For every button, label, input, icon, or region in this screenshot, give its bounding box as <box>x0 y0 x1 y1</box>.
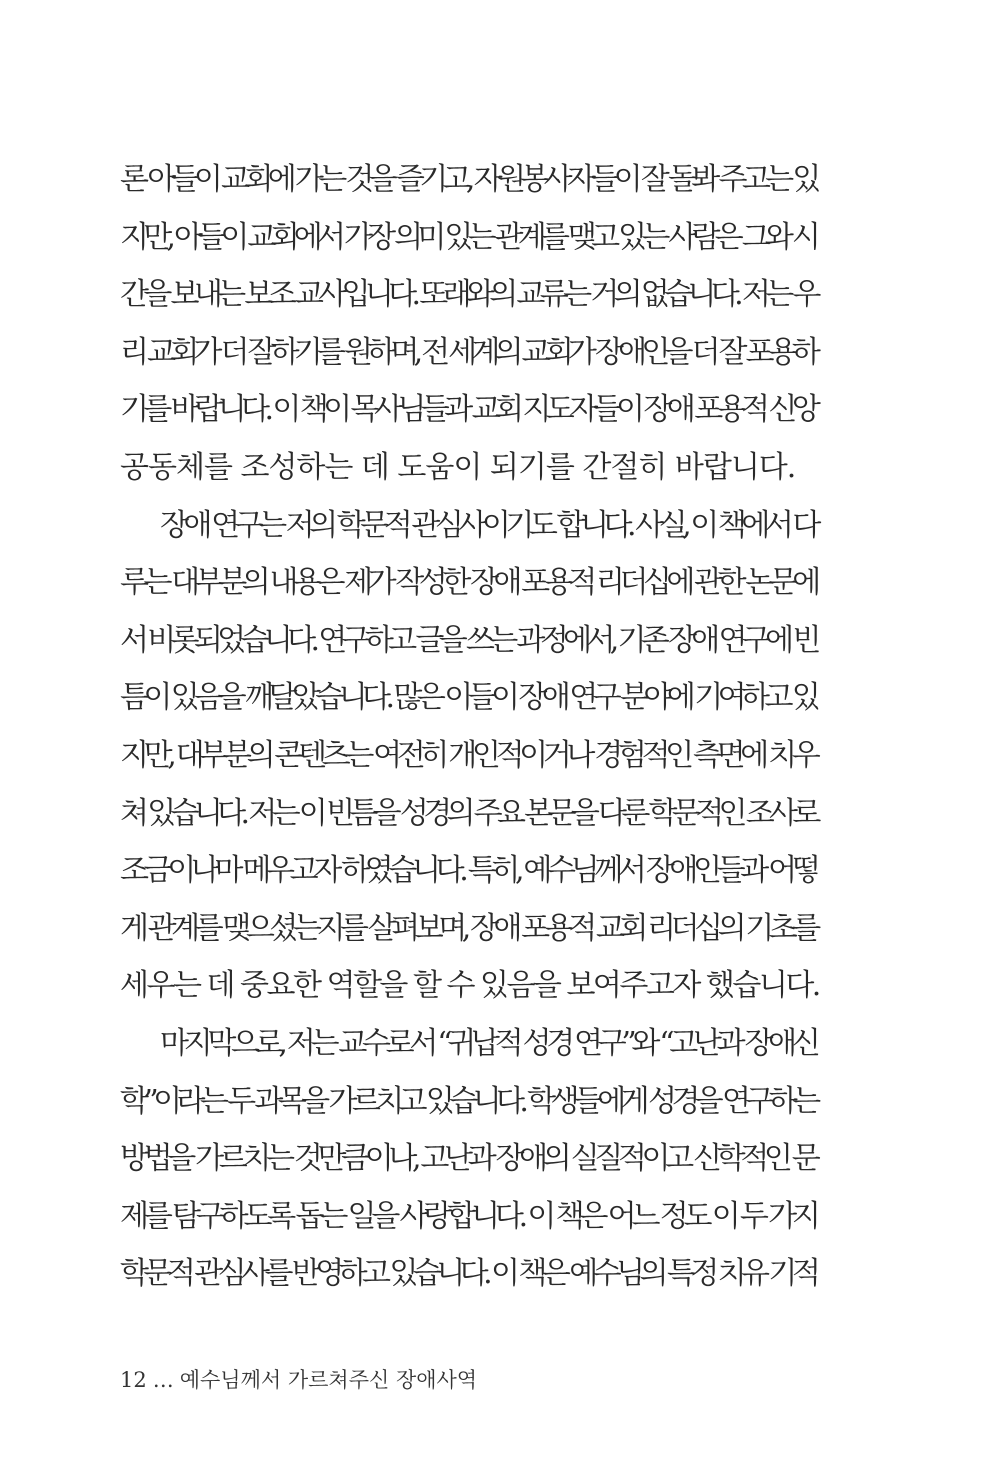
footer-separator: … <box>152 1368 174 1392</box>
text-line: 기를 바랍니다. 이 책이 목사님들과 교회 지도자들이 장애 포용적 신앙 <box>120 392 816 428</box>
text-line: 세우는 데 중요한 역할을 할 수 있음을 보여주고자 했습니다. <box>120 968 819 1004</box>
text-line: 루는 대부분의 내용은 제가 작성한 장애 포용적 리더십에 관한 논문에 <box>120 565 816 601</box>
body-text <box>120 151 820 1303</box>
paragraph-start-line: 장애 연구는 저의 학문적 관심사이기도 합니다. 사실, 이 책에서 다 <box>160 507 816 543</box>
text-line: 공동체를 조성하는 데 도움이 되기를 간절히 바랍니다. <box>120 449 796 485</box>
page-number: 12 <box>120 1368 147 1392</box>
paragraph-start-line: 마지막으로, 저는 교수로서 “귀납적 성경 연구”와 “고난과 장애신 <box>160 1025 816 1061</box>
running-title: 예수님께서 가르쳐주신 장애사역 <box>179 1368 478 1392</box>
text-line: 학문적 관심사를 반영하고 있습니다. 이 책은 예수님의 특정 치유 기적 <box>120 1256 816 1292</box>
text-line: 서 비롯되었습니다. 연구하고 글을 쓰는 과정에서, 기존 장애 연구에 빈 <box>120 622 816 658</box>
text-line: 지만, 아들이 교회에서 가장 의미 있는 관계를 맺고 있는 사람은 그와 시 <box>120 219 816 255</box>
text-line: 방법을 가르치는 것만큼이나, 고난과 장애의 실질적이고 신학적인 문 <box>120 1141 816 1177</box>
text-line: 리 교회가 더 잘하기를 원하며, 전 세계의 교회가 장애인을 더 잘 포용하 <box>120 334 816 370</box>
page-footer <box>120 1364 477 1394</box>
text-line: 조금이나마 메우고자 하였습니다. 특히, 예수님께서 장애인들과 어떻 <box>120 853 816 889</box>
text-line: 제를 탐구하도록 돕는 일을 사랑합니다. 이 책은 어느 정도 이 두 가지 <box>120 1198 816 1234</box>
text-line: 론 아들이 교회에 가는 것을 즐기고, 자원봉사자들이 잘 돌봐 주고는 있 <box>120 162 816 197</box>
text-line: 지만, 대부분의 콘텐츠는 여전히 개인적이거나 경험적인 측면에 치우 <box>120 737 816 773</box>
text-line: 틈이 있음을 깨달았습니다. 많은 이들이 장애 연구 분야에 기여하고 있 <box>120 680 816 716</box>
text-line: 간을 보내는 보조 교사입니다. 또래와의 교류는 거의 없습니다. 저는 우 <box>120 277 816 313</box>
text-line: 학”이라는 두 과목을 가르치고 있습니다. 학생들에게 성경을 연구하는 <box>120 1083 816 1119</box>
text-line: 쳐 있습니다. 저는 이 빈틈을 성경의 주요 본문을 다룬 학문적인 조사로 <box>120 795 816 831</box>
text-line: 게 관계를 맺으셨는지를 살펴보며, 장애 포용적 교회 리더십의 기초를 <box>120 910 816 946</box>
